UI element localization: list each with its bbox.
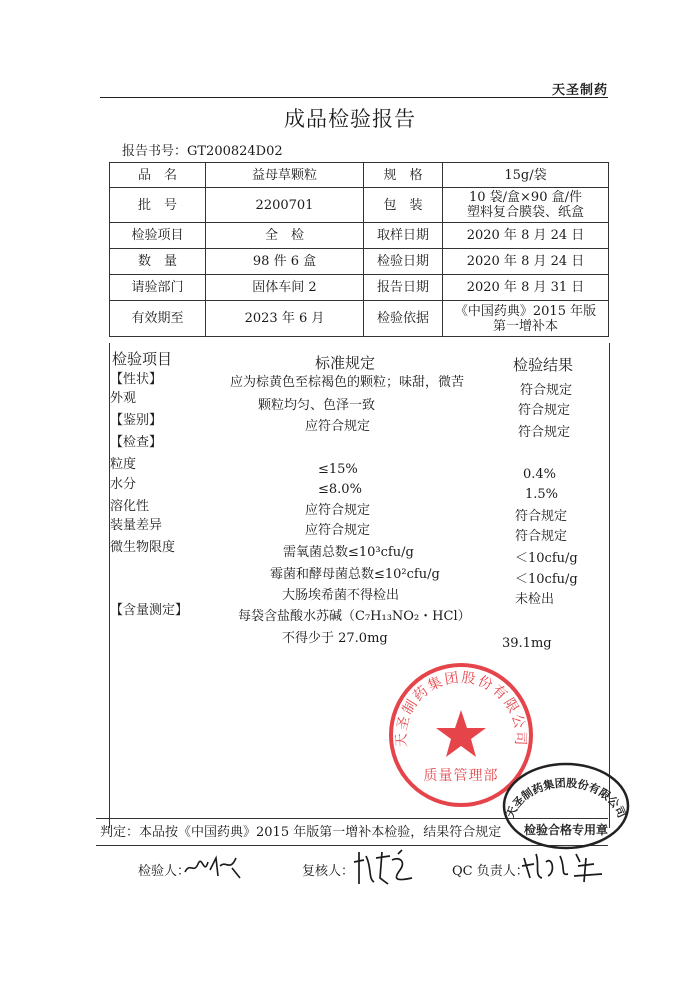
- header-rule: [100, 97, 608, 98]
- aerobic-result: ＜10cfu/g: [515, 551, 578, 566]
- inspect-item-label: 检验项目: [110, 223, 206, 249]
- traits-result: 符合规定: [520, 383, 573, 398]
- red-star-icon: [436, 710, 486, 757]
- package-label: 包 装: [364, 188, 443, 223]
- package-line-1: 10 袋/盒×90 盒/件: [468, 190, 582, 205]
- basis-label: 检验依据: [364, 301, 443, 337]
- reviewer-label: 复核人：: [302, 864, 355, 879]
- fill-variation-label: 装量差异: [110, 518, 163, 533]
- report-number: 报告书号：GT200824D02: [122, 144, 283, 159]
- solubility-standard: 应符合规定: [305, 503, 371, 518]
- inspect-date-label: 检验日期: [364, 249, 443, 275]
- identify-standard: 应符合规定: [305, 419, 371, 434]
- batch-label: 批 号: [110, 188, 206, 223]
- traits-heading: 【性状】: [110, 372, 163, 387]
- assay-standard-2: 不得少于 27.0mg: [282, 631, 388, 646]
- mold-result: ＜10cfu/g: [515, 572, 578, 587]
- moisture-label: 水分: [110, 477, 137, 492]
- inspector-label: 检验人：: [138, 864, 191, 879]
- moisture-standard: ≤8.0%: [318, 482, 362, 497]
- expiry-label: 有效期至: [110, 301, 206, 337]
- report-date-label: 报告日期: [364, 275, 443, 301]
- product-label: 品 名: [110, 163, 206, 188]
- traits-standard: 应为棕黄色至棕褐色的颗粒；味甜，微苦: [230, 375, 465, 390]
- appearance-standard: 颗粒均匀、色泽一致: [258, 398, 376, 413]
- granularity-result: 0.4%: [523, 467, 557, 482]
- sample-date-label: 取样日期: [364, 223, 443, 249]
- product-value: 益母草颗粒: [206, 163, 364, 188]
- report-date-value: 2020 年 8 月 31 日: [443, 275, 609, 301]
- assay-result: 39.1mg: [502, 636, 552, 651]
- table-row: [110, 301, 609, 337]
- red-seal-ring-text: 天圣制药集团股份有限公司: [393, 669, 529, 748]
- ecoli-result: 未检出: [515, 592, 555, 607]
- fill-standard: 应符合规定: [305, 523, 371, 538]
- quantity-value: 98 件 6 盒: [206, 249, 364, 275]
- inspection-pass-seal: [500, 760, 632, 852]
- basis-line-2: 第一增补本: [492, 318, 558, 334]
- black-seal-center-text: 检验合格专用章: [523, 823, 609, 837]
- assay-standard-1: 每袋含盐酸水苏碱（C₇H₁₃NO₂・HCl）: [238, 609, 471, 624]
- check-heading: 【检查】: [110, 435, 163, 450]
- expiry-value: 2023 年 6 月: [206, 301, 364, 337]
- col-standard-header: 标准规定: [315, 354, 376, 372]
- info-table: [109, 162, 609, 337]
- aerobic-standard: 需氧菌总数≤10³cfu/g: [283, 545, 414, 560]
- granularity-standard: ≤15%: [318, 462, 358, 477]
- quantity-label: 数 量: [110, 249, 206, 275]
- basis-line-1: 《中国药典》2015 年版: [454, 303, 597, 319]
- conclusion-text: 判定：本品按《中国药典》2015 年版第一增补本检验，结果符合规定: [96, 818, 608, 846]
- sample-date-value: 2020 年 8 月 24 日: [443, 223, 609, 249]
- red-seal-center-text: 质量管理部: [423, 768, 499, 784]
- solubility-label: 溶化性: [110, 499, 150, 514]
- spec-value: 15g/袋: [443, 163, 609, 188]
- black-seal-ring-text: 天圣制药集团股份有限公司: [503, 776, 629, 820]
- basis-value: [443, 301, 609, 337]
- microbial-label: 微生物限度: [110, 540, 176, 555]
- table-row: [110, 249, 609, 275]
- reviewer-signature: [350, 848, 420, 888]
- appearance-label: 外观: [110, 391, 137, 406]
- dept-value: 固体车间 2: [206, 275, 364, 301]
- qc-label: QC 负责人：: [452, 864, 529, 879]
- col-item-header: 检验项目: [112, 350, 173, 368]
- company-name: 天圣制药: [551, 83, 608, 98]
- ecoli-standard: 大肠埃希菌不得检出: [282, 588, 400, 603]
- table-row: [110, 163, 609, 188]
- package-line-2: 塑料复合膜袋、纸盒: [466, 205, 584, 220]
- col-result-header: 检验结果: [513, 356, 574, 374]
- package-value: [443, 188, 609, 223]
- mold-standard: 霉菌和酵母菌总数≤10²cfu/g: [270, 567, 440, 582]
- granularity-label: 粒度: [110, 457, 137, 472]
- moisture-result: 1.5%: [525, 487, 559, 502]
- table-row: [110, 188, 609, 223]
- inspect-item-value: 全 检: [206, 223, 364, 249]
- fill-result: 符合规定: [515, 529, 568, 544]
- black-seal-graphic: [500, 760, 632, 852]
- table-row: [110, 275, 609, 301]
- spec-label: 规 格: [364, 163, 443, 188]
- batch-value: 2200701: [206, 188, 364, 223]
- table-row: [110, 223, 609, 249]
- inspector-signature: [182, 852, 244, 882]
- identify-heading: 【鉴别】: [110, 413, 163, 428]
- report-title: 成品检验报告: [284, 107, 416, 131]
- inspect-date-value: 2020 年 8 月 24 日: [443, 249, 609, 275]
- identify-result: 符合规定: [518, 425, 571, 440]
- dept-label: 请验部门: [110, 275, 206, 301]
- solubility-result: 符合规定: [515, 509, 568, 524]
- assay-heading: 【含量测定】: [110, 603, 189, 618]
- qc-signature: [520, 848, 608, 884]
- appearance-result: 符合规定: [518, 403, 571, 418]
- svg-text:天圣制药集团股份有限公司: [504, 776, 630, 820]
